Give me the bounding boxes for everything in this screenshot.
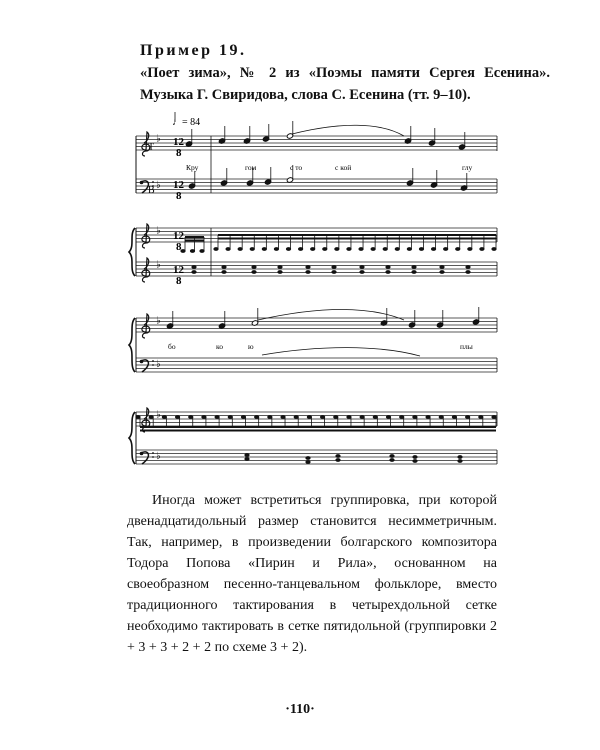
note-head — [452, 415, 457, 419]
note-head — [267, 415, 272, 419]
treble-clef-icon — [142, 258, 150, 282]
time-sig-upper: 12 — [173, 136, 184, 148]
time-sig-upper: 12 — [173, 264, 184, 276]
lyric-syllable: глу — [462, 163, 473, 172]
note-head — [465, 270, 470, 274]
note-head — [191, 265, 196, 269]
note-head — [395, 247, 400, 251]
note-head — [335, 458, 340, 462]
piano-brace-icon — [129, 412, 135, 464]
note-head — [465, 415, 470, 419]
note-head — [467, 247, 472, 251]
voice-label-bass: В — [148, 185, 155, 196]
flat-icon: ♭ — [156, 451, 161, 462]
note-head — [213, 247, 218, 251]
note-head — [294, 415, 299, 419]
slur-icon — [262, 348, 420, 356]
note-head — [254, 415, 259, 419]
note-head — [346, 415, 351, 419]
note-head — [457, 455, 462, 459]
note-head — [479, 247, 484, 251]
treble-clef-icon — [142, 224, 150, 248]
note-head — [491, 247, 496, 251]
tempo-mark: ♩= 84 — [172, 117, 201, 128]
note-head — [358, 247, 363, 251]
note-head — [373, 415, 378, 419]
note-head — [439, 415, 444, 419]
note-head — [225, 247, 230, 251]
lyric-syllable: Кру — [186, 163, 199, 172]
body-text — [127, 490, 497, 658]
note-head — [412, 455, 417, 459]
time-signature-tenor — [173, 136, 185, 159]
time-sig-lower: 8 — [176, 190, 182, 202]
note-head — [407, 247, 412, 251]
bass-clef-dot-icon — [140, 181, 144, 185]
time-signature-bass — [173, 179, 185, 202]
note-head — [334, 247, 339, 251]
page-number: ·110· — [285, 702, 315, 717]
note-head — [411, 265, 416, 269]
piano-brace-icon — [129, 318, 135, 372]
lyrics-system-2 — [168, 342, 473, 351]
lyrics-system-1 — [186, 163, 472, 172]
time-sig-lower: 8 — [176, 241, 182, 253]
note-head — [251, 265, 256, 269]
lyric-syllable: ко — [216, 342, 224, 351]
note-head — [399, 415, 404, 419]
note-head — [250, 247, 255, 251]
time-signature-piano-lh — [173, 264, 185, 287]
braces — [129, 228, 135, 464]
lyric-syllable: бо — [168, 342, 176, 351]
note-head — [385, 270, 390, 274]
note-head — [201, 415, 206, 419]
lyric-syllable: с то — [290, 163, 303, 172]
note-head — [359, 265, 364, 269]
note-head — [274, 247, 279, 251]
note-head — [385, 265, 390, 269]
note-head — [221, 265, 226, 269]
bass-clef-dot-icon — [152, 364, 154, 366]
example-title: «Поет зима», № 2 из «Поэмы памяти Сергея Есенина». Музыка Г. Свиридова, слова С. Есенина (тт. 9–10). — [140, 65, 550, 103]
note-head — [431, 247, 436, 251]
time-sig-upper: 12 — [173, 179, 184, 191]
note-head — [310, 247, 315, 251]
body-paragraph: Иногда может встретиться группировка, при которой двенадцатидольный размер становится несимметричным. Так, например, в произведении болгарского композитора Тодора Попова «Пирин и Рила», основанном на своеобразном песенно-танцевальном фольклоре, вместо традиционного тактирования в четырехдольной сетке необходимо тактировать в сетке пятидольной (группировки 2 + 3 + 3 + 2 + 2 по схеме 3 + 2). — [127, 493, 497, 655]
lyric-syllable: с кой — [335, 163, 352, 172]
note-head — [412, 459, 417, 463]
treble-clef-icon — [142, 408, 150, 432]
slur-icon — [292, 125, 404, 136]
note-head — [307, 415, 312, 419]
note-head — [331, 265, 336, 269]
note-head — [305, 456, 310, 460]
flat-icon: ♭ — [156, 359, 161, 370]
slur-icon — [258, 310, 404, 321]
note-head — [335, 454, 340, 458]
note-head — [419, 247, 424, 251]
flat-icon: ♭ — [156, 133, 161, 145]
note-head — [175, 415, 180, 419]
note-head — [331, 270, 336, 274]
note-head — [457, 459, 462, 463]
note-head — [228, 415, 233, 419]
note-head — [439, 265, 444, 269]
note-head — [386, 415, 391, 419]
bass-clef-dot-icon — [152, 360, 154, 362]
note-head — [465, 265, 470, 269]
note-head — [298, 247, 303, 251]
note-head — [333, 415, 338, 419]
note-head — [305, 270, 310, 274]
note-head — [241, 415, 246, 419]
time-sig-lower: 8 — [176, 275, 182, 287]
bass-clef-dot-icon — [140, 452, 144, 456]
flat-icon: ♭ — [156, 315, 161, 327]
flat-icon: ♭ — [156, 180, 161, 191]
note-head — [135, 415, 140, 419]
note-head — [371, 247, 376, 251]
note-head — [238, 247, 243, 251]
clefs — [140, 132, 154, 464]
note-head — [286, 247, 291, 251]
key-signatures — [156, 134, 161, 463]
note-head — [280, 415, 285, 419]
lyric-syllable: плы — [460, 342, 473, 351]
note-head — [277, 270, 282, 274]
note-head — [439, 270, 444, 274]
piano-brace-icon — [129, 228, 135, 276]
note-head — [478, 415, 483, 419]
note-head — [244, 453, 249, 457]
note-head — [360, 415, 365, 419]
time-sig-upper: 12 — [173, 230, 184, 242]
note-head — [188, 415, 193, 419]
note-head — [389, 454, 394, 458]
note-head — [383, 247, 388, 251]
note-head — [320, 415, 325, 419]
flat-icon: ♭ — [156, 259, 161, 271]
note-head — [425, 415, 430, 419]
note-head — [359, 270, 364, 274]
lyric-syllable: гом — [245, 163, 257, 172]
note-head — [305, 460, 310, 464]
bass-clef-dot-icon — [140, 360, 144, 364]
time-sig-lower: 8 — [176, 147, 182, 159]
note-head — [277, 265, 282, 269]
bass-clef-dot-icon — [152, 456, 154, 458]
note-head — [389, 458, 394, 462]
bass-clef-dot-icon — [152, 452, 154, 454]
treble-clef-icon — [142, 314, 150, 338]
note-head — [191, 270, 196, 274]
note-head — [199, 249, 204, 253]
note-head — [221, 270, 226, 274]
note-head — [412, 415, 417, 419]
note-head — [190, 249, 195, 253]
flat-icon: ♭ — [156, 225, 161, 237]
note-head — [455, 247, 460, 251]
voice-label-tenor: Т — [148, 142, 155, 153]
note-head — [251, 270, 256, 274]
note-head — [262, 247, 267, 251]
note-head — [346, 247, 351, 251]
note-head — [411, 270, 416, 274]
note-head — [305, 265, 310, 269]
example-label: Пример 19. — [140, 42, 247, 59]
note-head — [322, 247, 327, 251]
note-head — [162, 415, 167, 419]
flat-icon: ♭ — [156, 409, 161, 421]
note-head — [244, 457, 249, 461]
note-head — [443, 247, 448, 251]
note-head — [215, 415, 220, 419]
lyric-syllable: ю — [248, 342, 254, 351]
note-head — [491, 415, 496, 419]
note-head — [149, 415, 154, 419]
bass-clef-dot-icon — [152, 181, 154, 183]
